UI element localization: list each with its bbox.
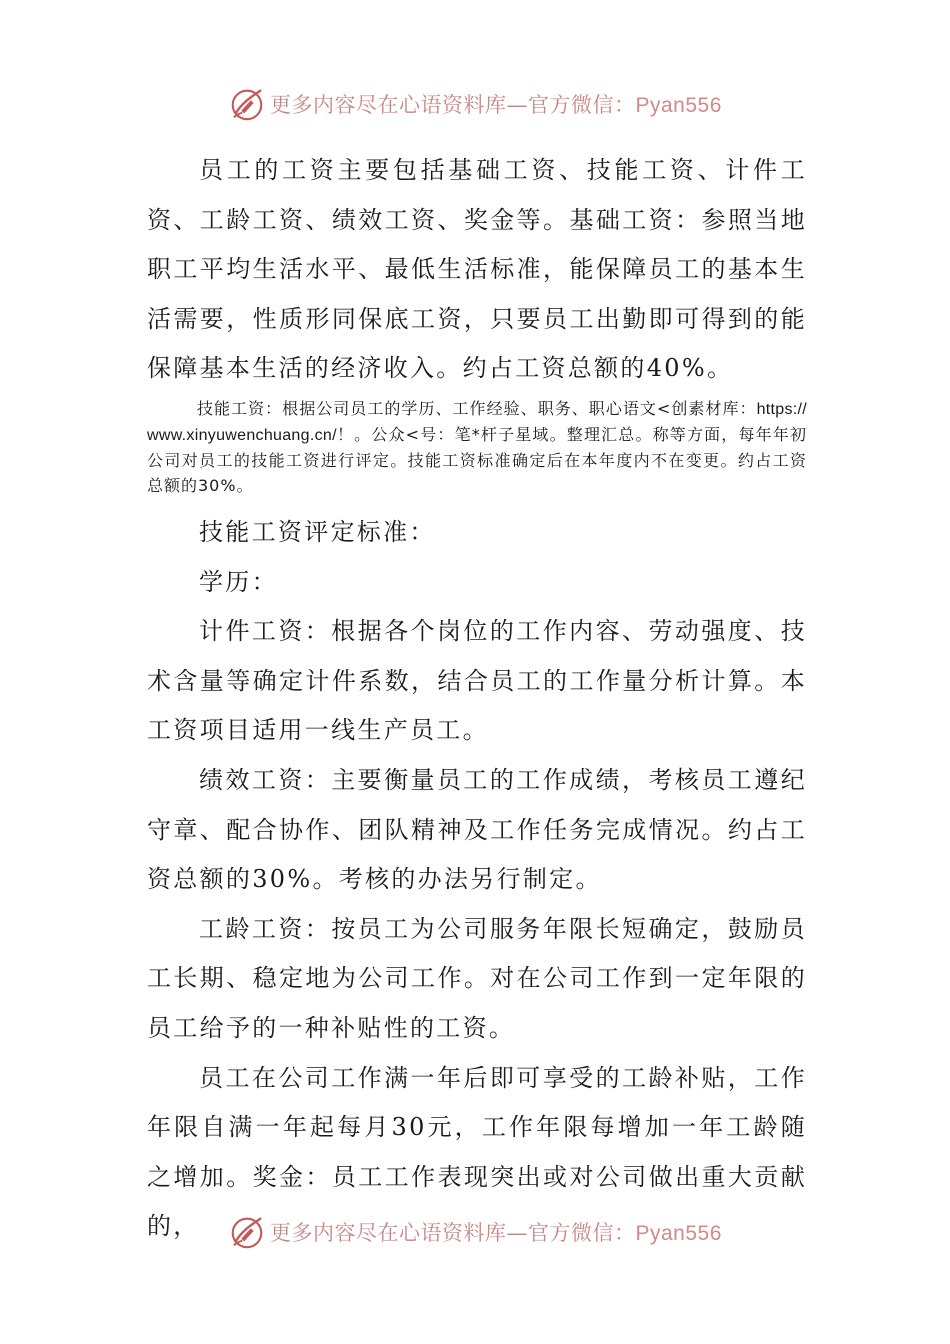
- watermark-dash: —: [506, 1221, 528, 1245]
- skill-wage-url: https://www.xinyuwenchuang.cn/: [147, 400, 807, 444]
- skill-wage-text-a: 技能工资：根据公司员工的学历、工作经验、职务、职心语文<创素材库：: [197, 398, 757, 418]
- skill-wage-text-b: ！。公众<号：笔*杆子星域。整理汇总。称等方面，每年年初公司对员工的技能工资进行评定。技能工资标准确定后在本年度内不在变更。约占工资总额的30%。: [147, 424, 807, 495]
- paragraph-education: 学历：: [199, 567, 278, 596]
- document-body: [147, 146, 807, 1252]
- paragraph-basic-wage: 员工的工资主要包括基础工资、技能工资、计件工资、工龄工资、绩效工资、奖金等。基础工资：参照当地职工平均生活水平、最低生活标准，能保障员工的基本生活需要，性质形同保底工资，只要员工出勤即可得到的能保障基本生活的经济收入。约占工资总额的40%。: [147, 156, 807, 383]
- paragraph-performance-wage: 绩效工资：主要衡量员工的工作成绩，考核员工遵纪守章、配合协作、团队精神及工作任务完成情况。约占工资总额的30%。考核的办法另行制定。: [147, 765, 807, 894]
- watermark-text: [270, 1217, 722, 1247]
- watermark-wechat-label: 官方微信：: [528, 93, 636, 117]
- paragraph-seniority-wage: 工龄工资：按员工为公司服务年限长短确定，鼓励员工长期、稳定地为公司工作。对在公司工作到一定年限的员工给予的一种补贴性的工资。: [147, 914, 807, 1042]
- watermark-dash: —: [506, 93, 528, 117]
- paragraph-skill-wage: [147, 396, 807, 498]
- watermark-cn: 更多内容尽在心语资料库: [270, 93, 507, 117]
- watermark-cn: 更多内容尽在心语资料库: [270, 1221, 507, 1245]
- paragraph-seniority-bonus: 员工在公司工作满一年后即可享受的工龄补贴，工作年限自满一年起每月30元，工作年限每增加一年工龄随之增加。奖金：员工工作表现突出或对公司做出重大贡献的，: [147, 1063, 807, 1241]
- footer-watermark: [228, 1212, 722, 1252]
- watermark-wechat-id: Pyan556: [635, 94, 722, 117]
- pen-logo-icon: [228, 1213, 266, 1251]
- watermark-wechat-label: 官方微信：: [528, 1221, 636, 1245]
- header-watermark: [228, 84, 722, 124]
- pen-logo-icon: [228, 85, 266, 123]
- paragraph-piece-wage: 计件工资：根据各个岗位的工作内容、劳动强度、技术含量等确定计件系数，结合员工的工作量分析计算。本工资项目适用一线生产员工。: [147, 617, 807, 745]
- paragraph-skill-standard: 技能工资评定标准：: [199, 517, 436, 546]
- watermark-text: [270, 89, 722, 119]
- watermark-wechat-id: Pyan556: [635, 1222, 722, 1245]
